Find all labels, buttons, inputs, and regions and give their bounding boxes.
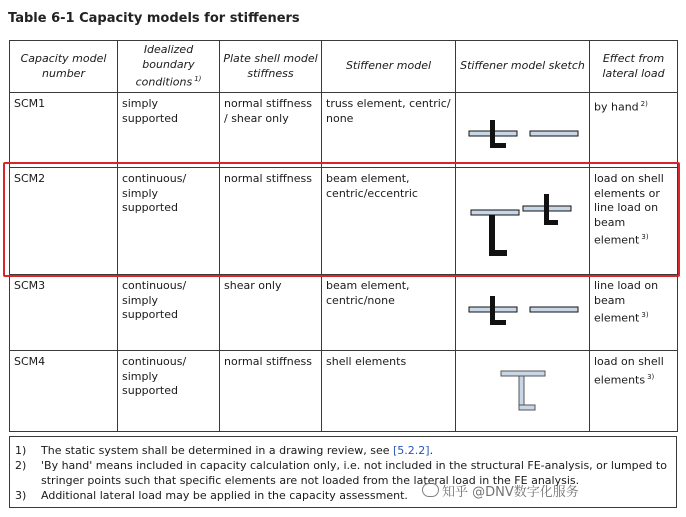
- cell-effect: load on shell elements or line load on beam element $^{3)}$: [590, 168, 678, 275]
- footnote-2: 2) 'By hand' means included in capacity calculation only, i.e. not included in the structural FE-analysis, or lumped to stringer points such that specific elements are not loaded from the lateral load in the FE analysis.: [15, 459, 667, 487]
- footnote-3: 3) Additional lateral load may be applied in the capacity assessment.: [15, 489, 408, 502]
- sketch-scm3: [456, 275, 590, 351]
- cell-stiffener: beam element, centric/none: [322, 275, 456, 351]
- table-row-scm3: [10, 275, 678, 351]
- footnote-1: 1) The static system shall be determined in a drawing review, see [5.2.2].: [15, 444, 434, 457]
- scm2-highlight-box: [3, 162, 680, 277]
- cell-model: SCM1: [10, 93, 118, 168]
- cell-effect: load on shell elements $^{3)}$: [590, 351, 678, 432]
- cell-model: SCM4: [10, 351, 118, 432]
- header-plate-shell-stiffness: Plate shell model stiffness: [220, 41, 322, 93]
- cell-effect: line load on beam element $^{3)}$: [590, 275, 678, 351]
- cell-model: SCM3: [10, 275, 118, 351]
- stiffener-sketch-image: [456, 275, 590, 351]
- cell-stiffener: truss element, centric/ none: [322, 93, 456, 168]
- cell-stiffness: shear only: [220, 275, 322, 351]
- header-boundary-conditions: Idealized boundary conditions $^{1)}$: [118, 41, 220, 93]
- cell-effect: by hand $^{2)}$: [590, 93, 678, 168]
- header-stiffener-model: Stiffener model: [322, 41, 456, 93]
- cell-boundary: continuous/ simply supported: [118, 351, 220, 432]
- header-stiffener-sketch: Stiffener model sketch: [456, 41, 590, 93]
- chat-bubble-icon: [422, 483, 439, 497]
- sketch-scm4: [456, 351, 590, 432]
- header-capacity-model-number: Capacity model number: [10, 41, 118, 93]
- table-row-scm4: [10, 351, 678, 432]
- cell-stiffness: normal stiffness: [220, 168, 322, 275]
- cell-stiffness: normal stiffness / shear only: [220, 93, 322, 168]
- cell-boundary: continuous/ simply supported: [118, 168, 220, 275]
- table-header-row: [10, 41, 678, 93]
- footnote-ref: 1): [194, 75, 202, 83]
- cell-stiffness: normal stiffness: [220, 351, 322, 432]
- table-title: Table 6-1 Capacity models for stiffeners: [8, 11, 300, 26]
- cell-boundary: continuous/ simply supported: [118, 275, 220, 351]
- cell-stiffener: shell elements: [322, 351, 456, 432]
- table-row-scm1: [10, 93, 678, 168]
- stiffener-sketch-image: [456, 351, 590, 432]
- section-reference-link[interactable]: [5.2.2]: [393, 444, 430, 457]
- stiffener-sketch-image: [456, 93, 590, 168]
- cell-stiffener: beam element, centric/eccentric: [322, 168, 456, 275]
- cell-boundary: simply supported: [118, 93, 220, 168]
- cell-model: SCM2: [10, 168, 118, 275]
- watermark: 知乎 @DNV数字化服务: [422, 481, 579, 500]
- sketch-scm1: [456, 93, 590, 168]
- header-lateral-load-effect: Effect from lateral load: [590, 41, 678, 93]
